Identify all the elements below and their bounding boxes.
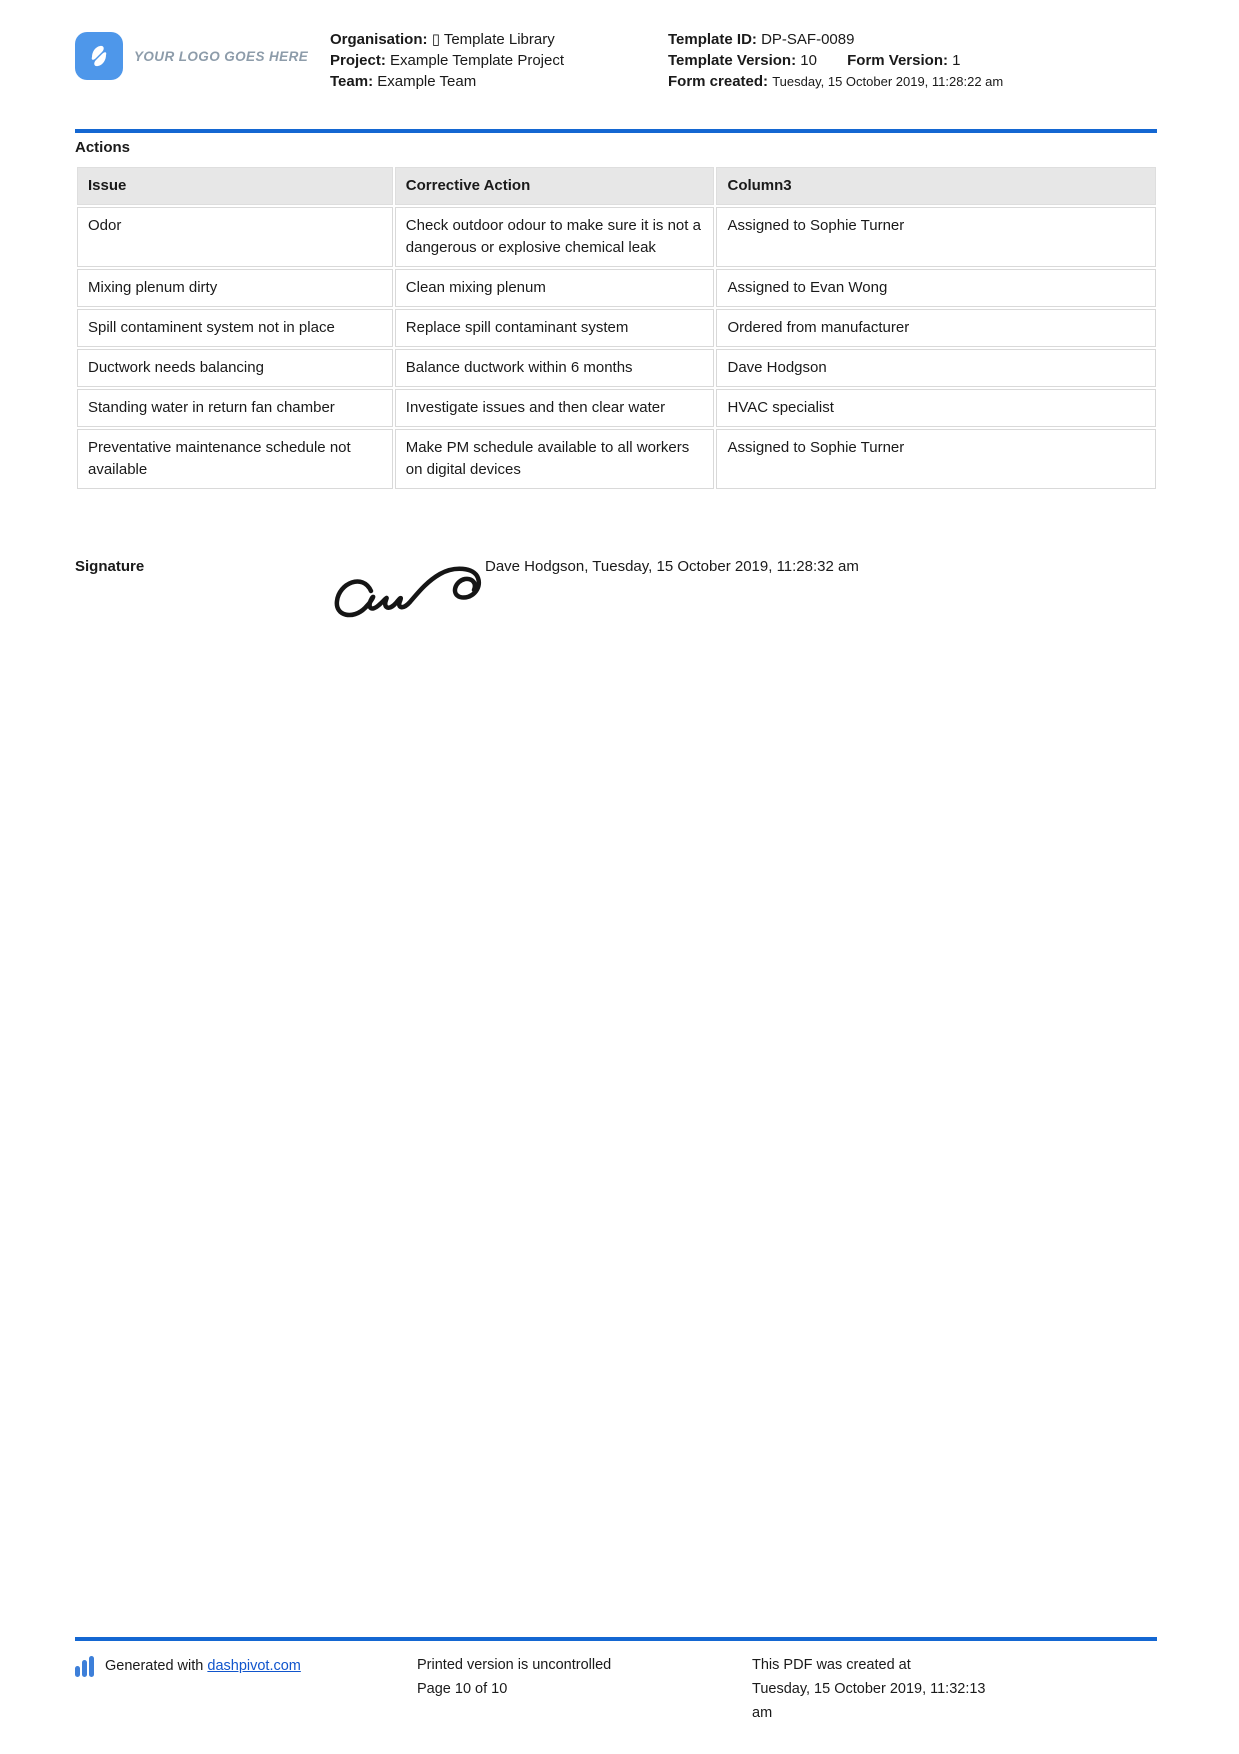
form-version-value: 1 [952,52,961,69]
bar-chart-icon [75,1655,97,1679]
generated-with-text: Generated with [105,1658,204,1674]
column-header-column3: Column3 [716,167,1156,205]
project-line [330,50,660,71]
template-version-value: 10 [800,52,817,69]
header-template-info [668,29,1022,92]
actions-table [75,165,1158,491]
footer-created-info [752,1653,1052,1725]
organisation-line [330,29,660,50]
page-number-text: Page 10 of 10 [417,1681,508,1697]
footer-generated [75,1653,301,1679]
corrective-action-cell: Make PM schedule available to all workers on digital devices [395,429,715,489]
versions-line [668,50,1022,71]
project-label: Project: [330,52,386,69]
corrective-action-cell: Check outdoor odour to make sure it is not a dangerous or explosive chemical leak [395,207,715,267]
issue-cell: Ductwork needs balancing [77,349,393,387]
column3-cell: Ordered from manufacturer [716,309,1156,347]
handwritten-signature [327,545,487,627]
table-row [77,389,1156,427]
issue-cell: Spill contaminent system not in place [77,309,393,347]
logo-icon [75,32,123,80]
header-divider [75,129,1157,133]
table-header-row [77,167,1156,205]
template-version-label: Template Version: [668,52,797,69]
corrective-action-cell: Clean mixing plenum [395,269,715,307]
corrective-action-cell: Investigate issues and then clear water [395,389,715,427]
corrective-action-cell: Balance ductwork within 6 months [395,349,715,387]
column3-cell: Assigned to Evan Wong [716,269,1156,307]
column3-cell: Assigned to Sophie Turner [716,429,1156,489]
corrective-action-cell: Replace spill contaminant system [395,309,715,347]
organisation-value: ▯ Template Library [431,31,555,48]
issue-cell: Preventative maintenance schedule not available [77,429,393,489]
column3-cell: Dave Hodgson [716,349,1156,387]
issue-cell: Mixing plenum dirty [77,269,393,307]
actions-section-title: Actions [75,139,131,156]
issue-cell: Standing water in return fan chamber [77,389,393,427]
issue-cell: Odor [77,207,393,267]
column-header-issue: Issue [77,167,393,205]
pdf-created-text: This PDF was created at [752,1657,911,1673]
form-created-value: Tuesday, 15 October 2019, 11:28:22 am [772,74,1004,89]
header-project-info [330,29,660,92]
printed-version-text: Printed version is uncontrolled [417,1657,612,1673]
column-header-corrective-action: Corrective Action [395,167,715,205]
table-row [77,429,1156,489]
pdf-created-ampm: am [752,1705,773,1721]
footer-divider [75,1637,1157,1641]
table-row [77,349,1156,387]
team-value: Example Team [377,73,477,90]
column3-cell: Assigned to Sophie Turner [716,207,1156,267]
form-created-line [668,71,1022,92]
company-logo [75,32,308,80]
form-version-label: Form Version: [847,52,948,69]
signature-name-and-date: Dave Hodgson, Tuesday, 15 October 2019, 11:28:32 am [485,558,859,575]
template-id-line [668,29,1022,50]
column3-cell: HVAC specialist [716,389,1156,427]
project-value: Example Template Project [390,52,565,69]
table-row [77,309,1156,347]
signature-section [75,545,1158,630]
signature-label: Signature [75,558,145,575]
team-line [330,71,660,92]
organisation-label: Organisation: [330,31,428,48]
pdf-created-date: Tuesday, 15 October 2019, 11:32:13 [752,1681,986,1697]
table-row [77,207,1156,267]
template-id-value: DP-SAF-0089 [761,31,855,48]
footer-print-info [417,1653,611,1701]
form-created-label: Form created: [668,73,769,90]
logo-placeholder-text: YOUR LOGO GOES HERE [134,48,309,64]
template-id-label: Template ID: [668,31,757,48]
table-row [77,269,1156,307]
dashpivot-link[interactable]: dashpivot.com [207,1658,301,1674]
team-label: Team: [330,73,374,90]
